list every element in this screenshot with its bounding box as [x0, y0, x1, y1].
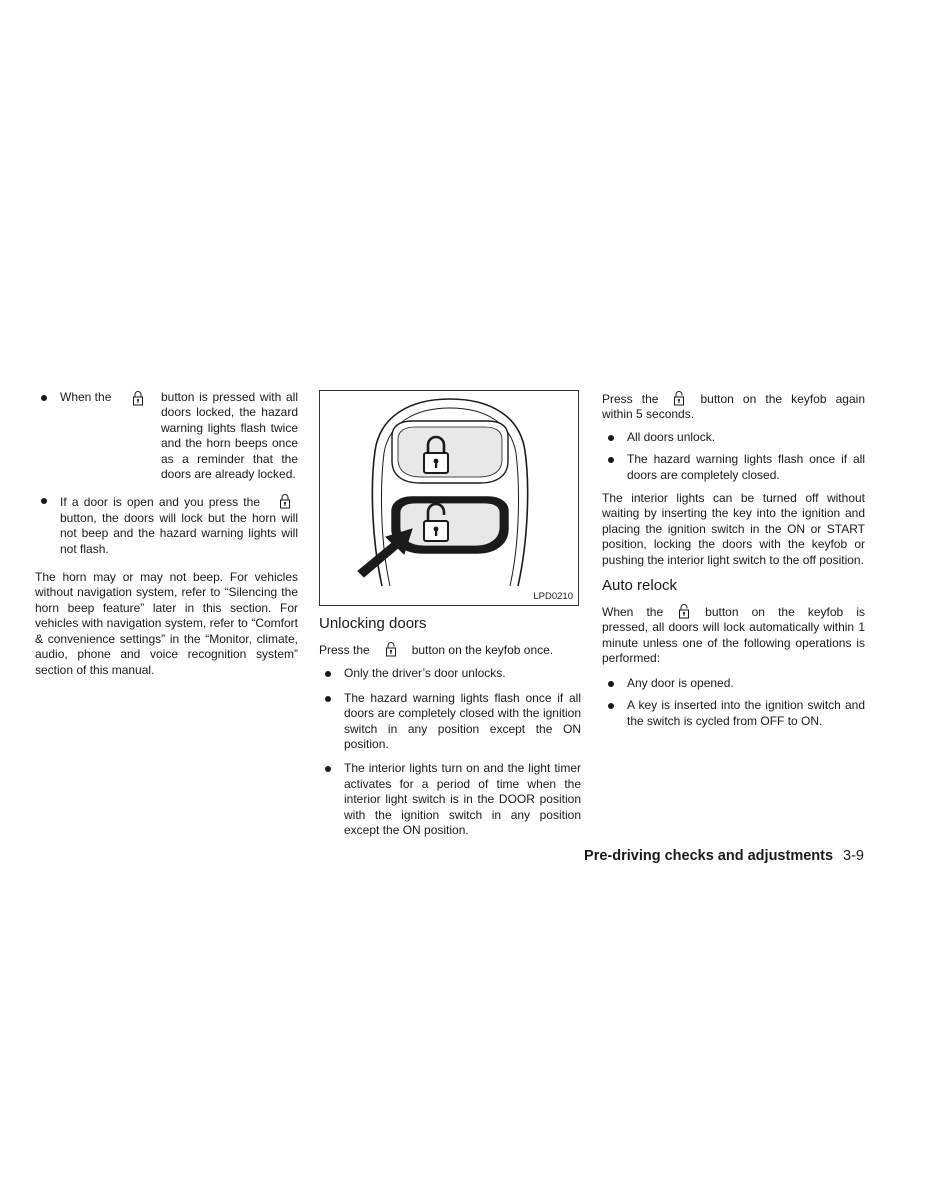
bullet-text: A key is inserted into the ignition switch and the switch is cycled from OFF to ON.: [627, 698, 865, 728]
page-number: 3-9: [843, 848, 864, 864]
bullet-text: button is pressed with all doors locked, the hazard warning lights flash twice and the horn beeps once as a reminder that the doors are already locked.: [161, 390, 298, 482]
section-title: Pre-driving checks and adjustments: [584, 848, 834, 864]
intro-post: button on the keyfob once.: [411, 643, 554, 657]
lock-icon: [278, 493, 292, 509]
bullet-dot: [325, 696, 331, 702]
column-right: [602, 390, 865, 729]
keyfob-illustration: [320, 391, 580, 607]
page-footer: [584, 848, 864, 864]
bullet-text: button, the doors will lock but the horn will not beep and the hazard warning lights will not flash.: [60, 510, 298, 556]
interior-lights-paragraph: The interior lights can be turned off without waiting by inserting the key into the ignition and placing the ignition switch in the ON or START position, locking the doors with the keyfob or pushing the interior light switch to the off position.: [602, 491, 865, 567]
bullet-dot: [325, 766, 331, 772]
lock-icon: [131, 390, 145, 406]
unlock-again-bullets: [602, 430, 865, 483]
list-item: [602, 452, 865, 483]
bullet-text: Only the driver’s door unlocks.: [344, 666, 506, 681]
list-item: [602, 430, 865, 445]
bullet-dot: [41, 395, 47, 401]
intro-post: button on the keyfob is pressed, all doors will lock automatically within 1 minute unless one of the following operations is performed:: [602, 605, 865, 666]
list-item: [319, 691, 581, 753]
lock-bullets: [35, 390, 298, 557]
list-item: [602, 676, 865, 691]
unlock-bullets: [319, 666, 581, 838]
bullet-dot: [325, 671, 331, 677]
horn-paragraph: The horn may or may not beep. For vehicles without navigation system, refer to “Silencing the horn beep feature” later in this section. For vehicles with navigation system, refer to “Comfort & convenience settings” in the “Monitor, climate, audio, phone and voice recognition system” section of this manual.: [35, 570, 298, 677]
column-left: [35, 390, 298, 678]
unlock-icon: [672, 390, 686, 406]
bullet-text: The hazard warning lights flash once if all doors are completely closed.: [627, 452, 865, 482]
unlock-again-intro: [602, 390, 865, 423]
list-item: [319, 761, 581, 838]
list-item: [602, 698, 865, 729]
bullet-text: Any door is opened.: [627, 675, 734, 690]
relock-intro: [602, 603, 865, 667]
unlock-icon: [384, 641, 398, 657]
keyfob-figure: [319, 390, 579, 606]
bullet-dot: [608, 457, 614, 463]
bullet-lead: If a door is open and you press the: [60, 495, 260, 510]
bullet-dot: [608, 681, 614, 687]
bullet-text: The interior lights turn on and the light timer activates for a period of time when the interior light switch is in the DOOR position with the ignition switch in any position except the ON position.: [344, 761, 581, 838]
unlock-icon: [677, 603, 691, 619]
bullet-text: The hazard warning lights flash once if all doors are completely closed with the ignition switch in any position except the ON position.: [344, 690, 581, 752]
list-item: [35, 493, 298, 557]
intro-post: button on the keyfob again within 5 seconds.: [602, 392, 865, 422]
bullet-dot: [41, 498, 47, 504]
list-item: [319, 666, 581, 681]
auto-relock-heading: Auto relock: [602, 577, 678, 595]
figure-label: LPD0210: [533, 591, 573, 602]
intro-pre: When the: [602, 605, 664, 620]
bullet-text: All doors unlock.: [627, 429, 716, 444]
bullet-dot: [608, 703, 614, 709]
column-middle: [319, 390, 581, 838]
list-item: [35, 390, 298, 482]
bullet-dot: [608, 435, 614, 441]
intro-pre: Press the: [602, 392, 659, 406]
relock-bullets: [602, 676, 865, 729]
unlocking-heading: Unlocking doors: [319, 615, 427, 632]
unlock-intro: [319, 641, 581, 658]
bullet-lead: When the: [60, 390, 112, 404]
intro-pre: Press the: [319, 643, 370, 657]
